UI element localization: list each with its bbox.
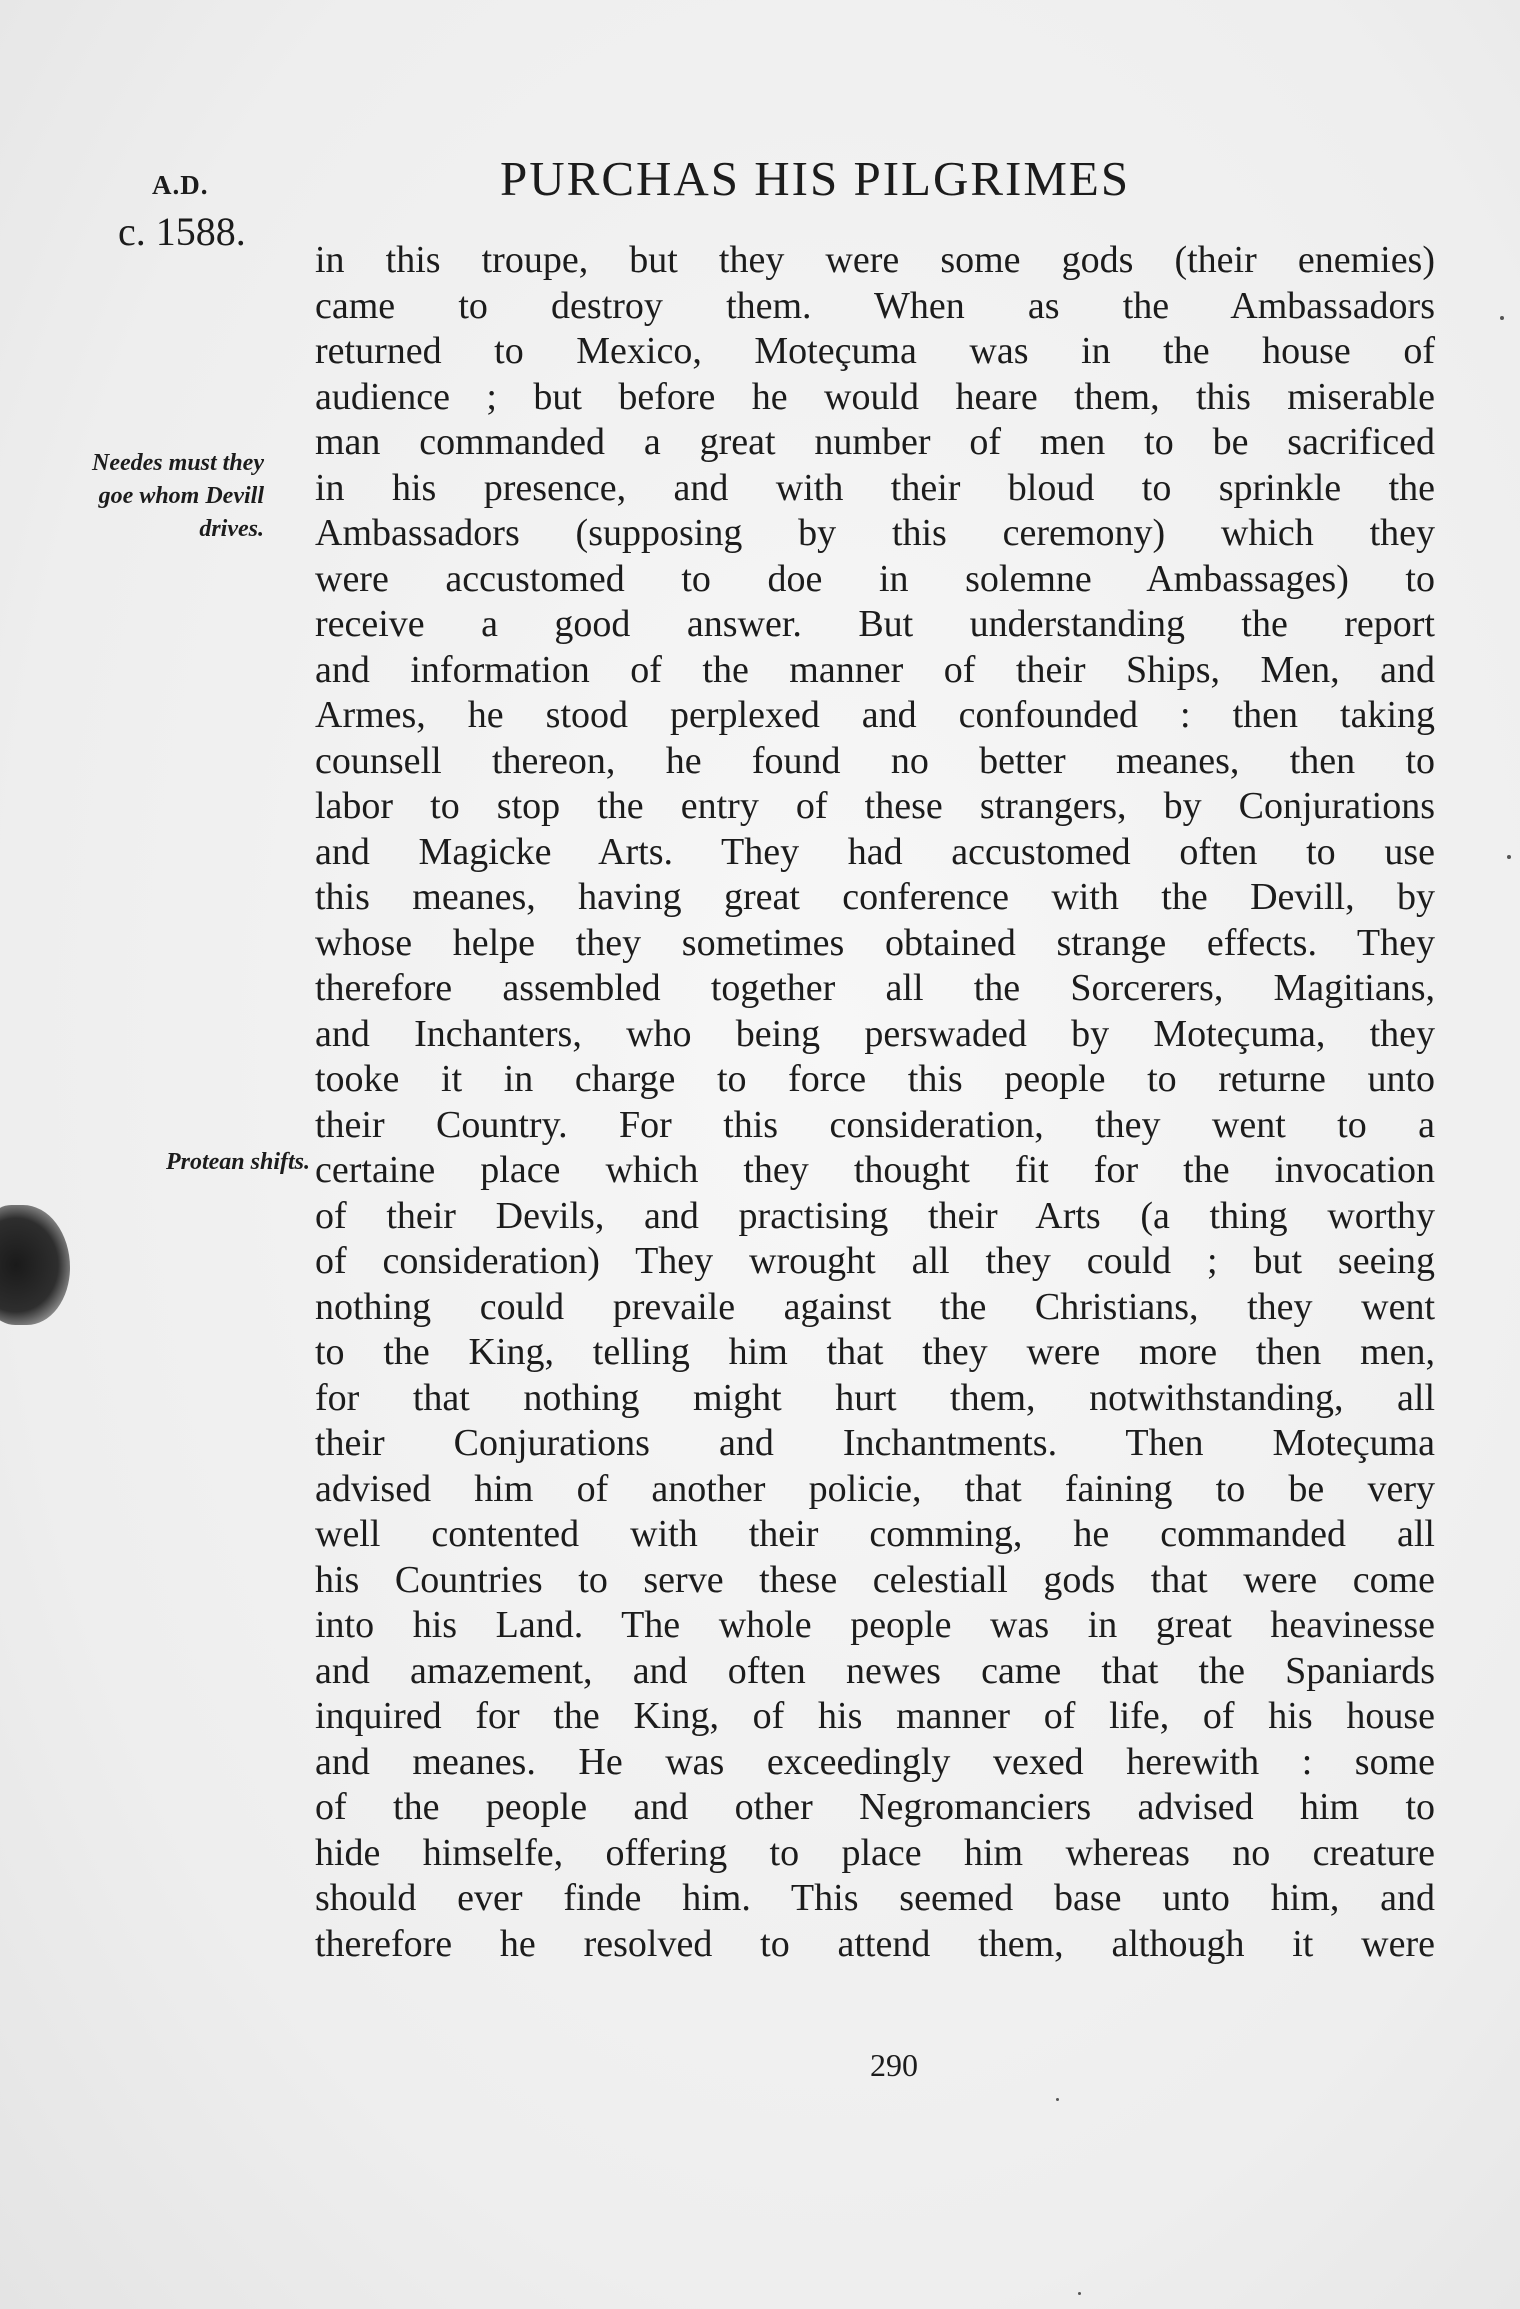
dust-speck — [1056, 2098, 1059, 2101]
text-line: of the people and other Negromanciers advised him to — [315, 1786, 1435, 1828]
text-line: his Countries to serve these celestiall gods that were come — [315, 1558, 1435, 1601]
text-line: therefore he resolved to attend them, although it were — [315, 1922, 1435, 1965]
text-line: were accustomed to doe in solemne Ambassages) to — [315, 557, 1435, 600]
era-label: A.D. — [152, 170, 209, 200]
dust-speck — [1078, 2292, 1081, 2295]
text-line: certaine place which they thought fit for the invocation — [315, 1149, 1435, 1191]
text-line: and Inchanters, who being perswaded by Moteçuma, they — [315, 1012, 1435, 1055]
text-line: should ever finde him. This seemed base unto him, and — [315, 1877, 1435, 1919]
text-line: and meanes. He was exceedingly vexed herewith : some — [315, 1740, 1435, 1783]
text-line: Ambassadors (supposing by this ceremony) which they — [315, 512, 1435, 554]
text-line: their Country. For this consideration, they went to a — [315, 1103, 1435, 1146]
text-line: of consideration) They wrought all they could ; but seeing — [315, 1240, 1435, 1282]
text-line: inquired for the King, of his manner of life, of his house — [315, 1695, 1435, 1737]
dust-speck — [1500, 316, 1504, 320]
page-number: 290 — [870, 2047, 918, 2083]
text-line: labor to stop the entry of these strangers, by Conjurations — [315, 785, 1435, 827]
text-line: into his Land. The whole people was in great heavinesse — [315, 1604, 1435, 1646]
date-label: c. 1588. — [118, 209, 246, 254]
text-line: and amazement, and often newes came that the Spaniards — [315, 1649, 1435, 1692]
text-line: of their Devils, and practising their Arts (a thing worthy — [315, 1194, 1435, 1237]
text-line: their Conjurations and Inchantments. Then Moteçuma — [315, 1422, 1435, 1464]
text-line: Armes, he stood perplexed and confounded : then taking — [315, 694, 1435, 736]
text-line: in this troupe, but they were some gods (their enemies) — [315, 239, 1435, 281]
text-line: returned to Mexico, Moteçuma was in the house of — [315, 330, 1435, 372]
dust-speck — [1507, 855, 1511, 859]
text-line: in his presence, and with their bloud to sprinkle the — [315, 466, 1435, 509]
text-line: receive a good answer. But understanding the report — [315, 603, 1435, 645]
text-line: audience ; but before he would heare them, this miserable — [315, 375, 1435, 418]
running-title: PURCHAS HIS PILGRIMES — [500, 151, 1131, 206]
text-line: came to destroy them. When as the Ambassadors — [315, 284, 1435, 327]
margin-note: Protean shifts. — [165, 1149, 310, 1175]
text-line: this meanes, having great conference with the Devill, by — [315, 876, 1435, 918]
text-line: to the King, telling him that they were more then men, — [315, 1331, 1435, 1373]
text-line: counsell thereon, he found no better meanes, then to — [315, 739, 1435, 782]
text-line: and information of the manner of their Ships, Men, and — [315, 648, 1435, 691]
text-line: therefore assembled together all the Sorcerers, Magitians, — [315, 967, 1435, 1009]
margin-note: Needes must they goe whom Devill drives. — [92, 450, 264, 542]
text-line: man commanded a great number of men to be sacrificed — [315, 421, 1435, 463]
text-line: for that nothing might hurt them, notwithstanding, all — [315, 1376, 1435, 1419]
text-line: advised him of another policie, that faining to be very — [315, 1467, 1435, 1510]
text-line: and Magicke Arts. They had accustomed often to use — [315, 830, 1435, 873]
text-line: whose helpe they sometimes obtained strange effects. They — [315, 921, 1435, 964]
text-line: well contented with their comming, he commanded all — [315, 1513, 1435, 1555]
text-line: tooke it in charge to force this people to returne unto — [315, 1058, 1435, 1100]
text-line: nothing could prevaile against the Christians, they went — [315, 1285, 1435, 1328]
body-text — [315, 238, 1435, 1967]
text-line: hide himselfe, offering to place him whereas no creature — [315, 1831, 1435, 1874]
